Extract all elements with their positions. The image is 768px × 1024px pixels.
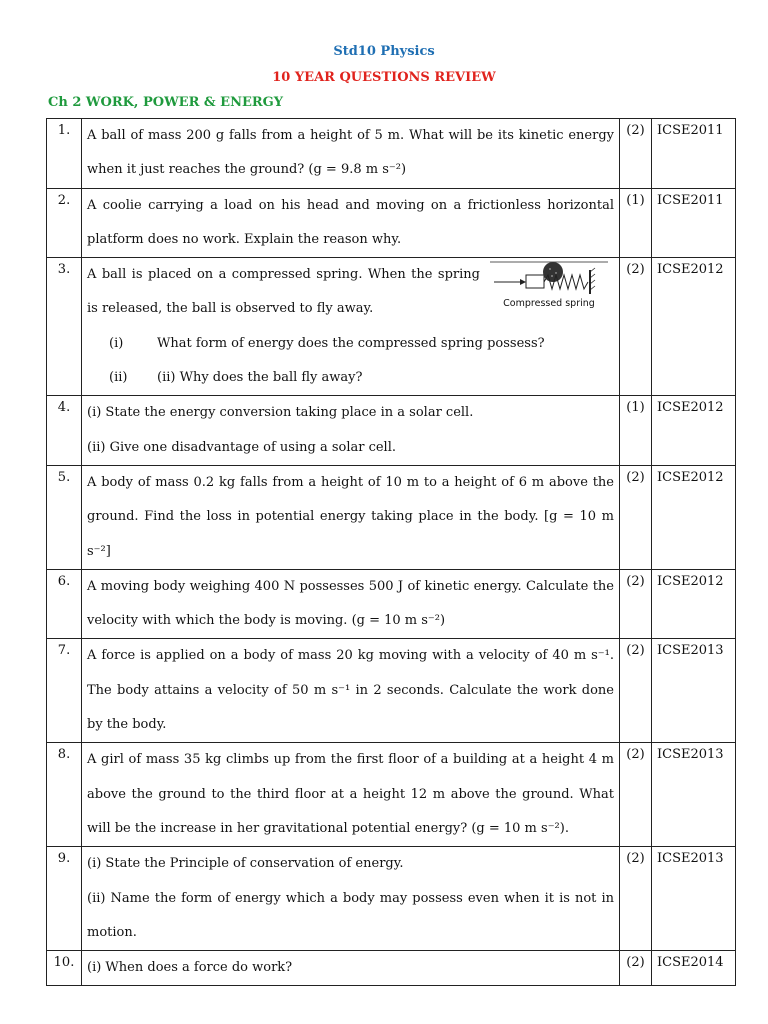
- question-source: ICSE2013: [652, 743, 736, 847]
- question-row: [47, 188, 736, 258]
- review-title: 10 YEAR QUESTIONS REVIEW: [272, 70, 496, 85]
- compressed-spring-figure: [490, 258, 608, 318]
- question-number: 10.: [47, 951, 82, 986]
- question-line: A ball is placed on a compressed spring. When the spring is released, the ball is observed to fly away.: [87, 267, 480, 317]
- question-line: A coolie carrying a load on his head and moving on a frictionless horizontal platform does no work. Explain the reason why.: [87, 197, 614, 247]
- question-number: 4.: [47, 396, 82, 466]
- question-row: [47, 639, 736, 743]
- question-number: 6.: [47, 569, 82, 639]
- question-text-cell: [82, 119, 620, 189]
- question-text-cell: [82, 465, 620, 569]
- question-text-cell: [82, 258, 620, 396]
- question-row: [47, 396, 736, 466]
- question-number: 1.: [47, 119, 82, 189]
- question-line: A ball of mass 200 g falls from a height of 5 m. What will be its kinetic energy when it just reaches the ground? (g = 9.8 m s⁻²): [87, 128, 614, 178]
- sub-question-label: (i): [109, 335, 124, 351]
- question-number: 9.: [47, 847, 82, 951]
- question-row: [47, 569, 736, 639]
- question-line: A moving body weighing 400 N possesses 500 J of kinetic energy. Calculate the velocity with which the body is moving. (g = 10 m s⁻²): [87, 578, 614, 629]
- question-line: (ii) Give one disadvantage of using a solar cell.: [87, 439, 396, 455]
- question-marks: (2): [620, 639, 652, 743]
- question-row: [47, 258, 736, 396]
- figure-caption: Compressed spring: [503, 298, 595, 310]
- question-source: ICSE2011: [652, 188, 736, 258]
- question-number: 3.: [47, 258, 82, 396]
- question-number: 2.: [47, 188, 82, 258]
- question-line: A force is applied on a body of mass 20 kg moving with a velocity of 40 m s⁻¹. The body attains a velocity of 50 m s⁻¹ in 2 seconds. Calculate the work done by the body.: [87, 648, 614, 733]
- sub-question-text: What form of energy does the compressed spring possess?: [157, 335, 545, 351]
- question-text-cell: [82, 951, 620, 986]
- question-line: (i) When does a force do work?: [87, 960, 293, 976]
- question-marks: (2): [620, 743, 652, 847]
- question-marks: (1): [620, 188, 652, 258]
- question-source: ICSE2014: [652, 951, 736, 986]
- spring-diagram: [490, 258, 608, 298]
- question-source: ICSE2013: [652, 639, 736, 743]
- question-row: [47, 951, 736, 986]
- question-marks: (2): [620, 258, 652, 396]
- question-text-cell: [82, 743, 620, 847]
- question-marks: (2): [620, 951, 652, 986]
- sub-question-text: (ii) Why does the ball fly away?: [157, 370, 363, 386]
- question-number: 8.: [47, 743, 82, 847]
- question-row: [47, 743, 736, 847]
- question-source: ICSE2012: [652, 258, 736, 396]
- sub-question: [87, 361, 614, 395]
- question-source: ICSE2013: [652, 847, 736, 951]
- subject-title: Std10 Physics: [333, 44, 435, 59]
- question-line: (i) State the energy conversion taking place in a solar cell.: [87, 405, 474, 421]
- question-row: [47, 847, 736, 951]
- question-marks: (1): [620, 396, 652, 466]
- question-marks: (2): [620, 569, 652, 639]
- chapter-title: Ch 2 WORK, POWER & ENERGY: [48, 95, 284, 110]
- question-marks: (2): [620, 847, 652, 951]
- question-number: 5.: [47, 465, 82, 569]
- question-number: 7.: [47, 639, 82, 743]
- question-row: [47, 119, 736, 189]
- question-text-cell: [82, 188, 620, 258]
- question-text-cell: [82, 847, 620, 951]
- question-line: A body of mass 0.2 kg falls from a height of 10 m to a height of 6 m above the ground. Find the loss in potential energy taking place in the body. [g = 10 m s⁻²]: [87, 474, 614, 559]
- question-line: (i) State the Principle of conservation of energy.: [87, 856, 404, 872]
- question-source: ICSE2012: [652, 465, 736, 569]
- question-line: A girl of mass 35 kg climbs up from the first floor of a building at a height 4 m above the ground to the third floor at a height 12 m above the ground. What will be the increase in her gravitational potential energy? (g = 10 m s⁻²).: [87, 752, 614, 836]
- question-source: ICSE2012: [652, 569, 736, 639]
- questions-table: [46, 118, 736, 986]
- sub-question-label: (ii): [109, 370, 128, 386]
- question-line: (ii) Name the form of energy which a body may possess even when it is not in motion.: [87, 890, 614, 940]
- question-marks: (2): [620, 119, 652, 189]
- question-text-cell: [82, 396, 620, 466]
- question-marks: (2): [620, 465, 652, 569]
- question-source: ICSE2012: [652, 396, 736, 466]
- sub-question: [87, 327, 614, 361]
- question-text-cell: [82, 569, 620, 639]
- question-source: ICSE2011: [652, 119, 736, 189]
- question-text-cell: [82, 639, 620, 743]
- question-row: [47, 465, 736, 569]
